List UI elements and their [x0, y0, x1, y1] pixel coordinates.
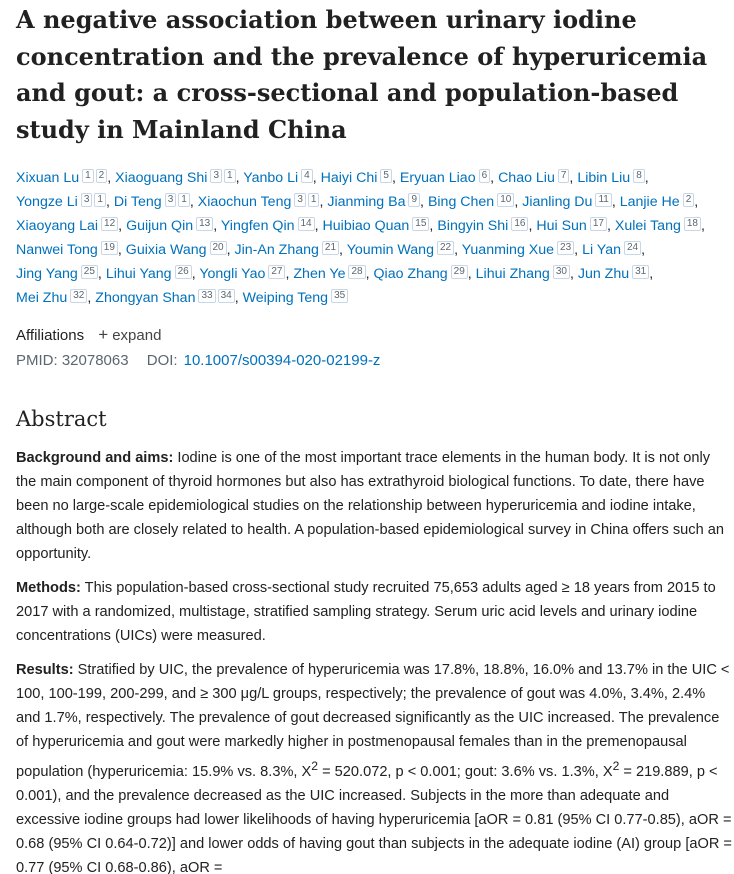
affiliation-number[interactable]: 3: [165, 193, 177, 207]
author-link[interactable]: Bingyin Shi: [437, 218, 509, 234]
author-link[interactable]: Yanbo Li: [243, 170, 299, 186]
author-link[interactable]: Eryuan Liao: [399, 170, 476, 186]
affiliation-number[interactable]: 5: [380, 169, 392, 183]
author-item: Guixia Wang 20 ,: [125, 242, 231, 258]
author-link[interactable]: Qiao Zhang: [373, 266, 448, 282]
author-list: [16, 166, 728, 310]
author-link[interactable]: Zhen Ye: [293, 266, 346, 282]
author-link[interactable]: Jianming Ba: [327, 194, 406, 210]
author-item: Chao Liu 7 ,: [498, 170, 574, 186]
affiliation-number[interactable]: 12: [101, 217, 118, 231]
author-item: Jing Yang 25 ,: [16, 266, 102, 282]
author-item: Zhongyan Shan 33 34 ,: [95, 290, 239, 306]
affiliation-number[interactable]: 30: [553, 265, 570, 279]
affiliation-number[interactable]: 1: [178, 193, 190, 207]
author-link[interactable]: Yuanming Xue: [461, 242, 555, 258]
affiliation-number[interactable]: 14: [298, 217, 315, 231]
author-link[interactable]: Huibiao Quan: [322, 218, 410, 234]
author-item: Xiaoguang Shi 3 1 ,: [115, 170, 240, 186]
author-item: Yanbo Li 4 ,: [243, 170, 317, 186]
author-link[interactable]: Mei Zhu: [16, 290, 68, 306]
author-item: Libin Liu 8 ,: [577, 170, 649, 186]
author-item: Huibiao Quan 15 ,: [322, 218, 434, 234]
affiliation-number[interactable]: 2: [96, 169, 108, 183]
author-item: Xulei Tang 18 ,: [614, 218, 705, 234]
author-item: Bingyin Shi 16 ,: [437, 218, 533, 234]
affiliation-number[interactable]: 27: [268, 265, 285, 279]
author-item: Lanjie He 2 ,: [619, 194, 699, 210]
author-link[interactable]: Haiyi Chi: [320, 170, 378, 186]
affiliation-number[interactable]: 33: [198, 289, 215, 303]
affiliation-number[interactable]: 2: [683, 193, 695, 207]
affiliation-number[interactable]: 16: [511, 217, 528, 231]
affiliation-number[interactable]: 1: [94, 193, 106, 207]
author-link[interactable]: Hui Sun: [536, 218, 587, 234]
affiliation-number[interactable]: 24: [624, 241, 641, 255]
results-superscript-1: 2: [311, 759, 319, 773]
results-text-2: = 520.072, p < 0.001; gout: 3.6% vs. 1.3%, X: [318, 763, 613, 780]
affiliation-number[interactable]: 29: [451, 265, 468, 279]
author-item: Di Teng 3 1 ,: [113, 194, 194, 210]
author-item: Youmin Wang 22 ,: [346, 242, 459, 258]
abstract-results: [16, 658, 732, 874]
author-item: Jin-An Zhang 21 ,: [234, 242, 343, 258]
author-link[interactable]: Guixia Wang: [125, 242, 207, 258]
author-item: Qiao Zhang 29 ,: [373, 266, 472, 282]
author-link[interactable]: Guijun Qin: [126, 218, 194, 234]
affiliation-number[interactable]: 3: [294, 193, 306, 207]
affiliation-number[interactable]: 10: [497, 193, 514, 207]
affiliation-number[interactable]: 31: [632, 265, 649, 279]
pmid-label: PMID:: [16, 352, 58, 369]
article-identifiers: [16, 350, 380, 372]
affiliation-number[interactable]: 9: [408, 193, 420, 207]
affiliation-number[interactable]: 18: [684, 217, 701, 231]
author-item: Hui Sun 17 ,: [536, 218, 611, 234]
author-link[interactable]: Yongze Li: [16, 194, 78, 210]
doi-label: DOI:: [146, 352, 178, 369]
author-item: Xixuan Lu 1 2 ,: [16, 170, 112, 186]
author-link[interactable]: Lihui Yang: [105, 266, 172, 282]
affiliation-number[interactable]: 22: [437, 241, 454, 255]
affiliation-number[interactable]: 26: [175, 265, 192, 279]
affiliation-number[interactable]: 15: [412, 217, 429, 231]
affiliation-number[interactable]: 20: [210, 241, 227, 255]
author-link[interactable]: Di Teng: [113, 194, 162, 210]
author-link[interactable]: Jin-An Zhang: [234, 242, 319, 258]
affiliation-number[interactable]: 8: [633, 169, 645, 183]
author-link[interactable]: Nanwei Tong: [16, 242, 98, 258]
author-link[interactable]: Lihui Zhang: [475, 266, 550, 282]
affiliation-number[interactable]: 32: [70, 289, 87, 303]
doi-link[interactable]: 10.1007/s00394-020-02199-z: [183, 352, 381, 369]
pmid-value: 32078063: [61, 352, 129, 369]
author-item: Xiaoyang Lai 12 ,: [16, 218, 123, 234]
author-item: Xiaochun Teng 3 1 ,: [197, 194, 324, 210]
results-label: Results:: [16, 662, 74, 678]
author-item: Yingfen Qin 14 ,: [220, 218, 319, 234]
author-item: Nanwei Tong 19 ,: [16, 242, 122, 258]
author-item: Haiyi Chi 5 ,: [320, 170, 396, 186]
author-item: Bing Chen 10 ,: [427, 194, 519, 210]
author-item: [243, 290, 349, 306]
background-label: Background and aims:: [16, 450, 174, 466]
affiliation-number[interactable]: 19: [101, 241, 118, 255]
author-item: Yongli Yao 27 ,: [199, 266, 290, 282]
author-link[interactable]: Xiaoyang Lai: [16, 218, 99, 234]
affiliation-number[interactable]: 4: [301, 169, 313, 183]
affiliations-row: [16, 324, 161, 347]
author-item: Guijun Qin 13 ,: [126, 218, 218, 234]
affiliation-number[interactable]: 21: [322, 241, 339, 255]
author-link[interactable]: Chao Liu: [498, 170, 555, 186]
affiliation-number[interactable]: 17: [590, 217, 607, 231]
affiliation-number[interactable]: 1: [82, 169, 94, 183]
author-link[interactable]: Yingfen Qin: [220, 218, 295, 234]
abstract-heading: Abstract: [16, 407, 107, 431]
plus-icon: +: [98, 325, 109, 344]
author-link[interactable]: Jun Zhu: [577, 266, 630, 282]
author-item: Jianling Du 11 ,: [522, 194, 616, 210]
author-link[interactable]: Yongli Yao: [199, 266, 266, 282]
author-link[interactable]: Bing Chen: [427, 194, 495, 210]
abstract-background: [16, 446, 732, 566]
expand-label: expand: [112, 327, 162, 344]
author-item: Jun Zhu 31 ,: [577, 266, 654, 282]
author-item: Li Yan 24 ,: [582, 242, 646, 258]
author-item: Mei Zhu 32 ,: [16, 290, 92, 306]
author-link[interactable]: Weiping Teng: [242, 290, 329, 306]
author-link[interactable]: Xixuan Lu: [16, 170, 80, 186]
affiliation-number[interactable]: 1: [308, 193, 320, 207]
affiliation-number[interactable]: 1: [224, 169, 236, 183]
author-link[interactable]: Lanjie He: [619, 194, 680, 210]
author-item: Zhen Ye 28 ,: [293, 266, 370, 282]
affiliation-number[interactable]: 6: [479, 169, 491, 183]
affiliation-number[interactable]: 11: [595, 193, 611, 207]
affiliation-number[interactable]: 34: [218, 289, 235, 303]
affiliation-number[interactable]: 7: [558, 169, 570, 183]
author-item: Lihui Yang 26 ,: [105, 266, 196, 282]
author-link[interactable]: Zhongyan Shan: [95, 290, 196, 306]
author-link[interactable]: Xiaoguang Shi: [115, 170, 208, 186]
affiliations-label: Affiliations: [16, 327, 85, 344]
article-title: A negative association between urinary iodine concentration and the prevalence of hyperuricemia and gout: a cross-sectional and population-based study in Mainland China: [16, 5, 708, 144]
methods-label: Methods:: [16, 580, 81, 596]
author-item: Eryuan Liao 6 ,: [399, 170, 495, 186]
results-text-1: Stratified by UIC, the prevalence of hyperuricemia was 17.8%, 18.8%, 16.0% and 13.7% in the UIC < 100, 100-199, 200-299, and ≥ 300 μg/L groups, respectively; the prevalence of gout was 4.0%, 3.4%, 2.4% and 1.7%, respectively. The prevalence of gout decreased significantly as the UIC increased. The prevalence of hyperuricemia and gout were markedly higher in postmenopausal females than in the premenopausal population (hyperuricemia: 15.9% vs. 8.3%, X: [16, 662, 730, 780]
author-item: Yongze Li 3 1 ,: [16, 194, 110, 210]
results-text-3: = 219.889, p < 0.001), and the prevalence decreased as the UIC increased. Subjects in the more than adequate and excessive iodine groups had lower likelihoods of having hyperuricemia [aOR = 0.81 (95% CI 0.77-0.85), aOR = 0.68 (95% CI 0.64-0.72)] and lower odds of having gout than subjects in the adequate iodine (AI) group [aOR = 0.77 (95% CI 0.68-0.86), aOR =: [16, 763, 732, 874]
author-item: Yuanming Xue 23 ,: [461, 242, 579, 258]
author-link[interactable]: Xiaochun Teng: [197, 194, 292, 210]
author-link[interactable]: Youmin Wang: [346, 242, 434, 258]
affiliation-number[interactable]: 25: [81, 265, 98, 279]
affiliation-number[interactable]: 28: [348, 265, 365, 279]
author-item: Jianming Ba 9 ,: [327, 194, 424, 210]
methods-text: This population-based cross-sectional study recruited 75,653 adults aged ≥ 18 years from 2015 to 2017 with a randomized, multistage, stratified sampling strategy. Serum uric acid levels and urinary iodine concentrations (UICs) were measured.: [16, 580, 716, 644]
author-link[interactable]: Xulei Tang: [614, 218, 681, 234]
author-link[interactable]: Li Yan: [582, 242, 621, 258]
affiliations-expand-button[interactable]: [98, 327, 161, 344]
background-text: Iodine is one of the most important trace elements in the human body. It is not only the main component of thyroid hormones but also has extrathyroid biological functions. To date, there have been no large-scale epidemiological studies on the relationship between hyperuricemia and iodine intake, although both are closely related to health. A population-based epidemiological survey in China offers such an opportunity.: [16, 450, 724, 562]
author-link[interactable]: Jianling Du: [522, 194, 593, 210]
author-item: Lihui Zhang 30 ,: [475, 266, 574, 282]
affiliation-number[interactable]: 23: [557, 241, 574, 255]
abstract-methods: [16, 576, 732, 648]
abstract-body: [16, 446, 732, 874]
results-superscript-2: 2: [612, 759, 620, 773]
affiliation-number[interactable]: 35: [331, 289, 348, 303]
affiliation-number[interactable]: 3: [81, 193, 93, 207]
affiliation-number[interactable]: 13: [196, 217, 213, 231]
author-link[interactable]: Jing Yang: [16, 266, 78, 282]
affiliation-number[interactable]: 3: [210, 169, 222, 183]
author-link[interactable]: Libin Liu: [577, 170, 631, 186]
